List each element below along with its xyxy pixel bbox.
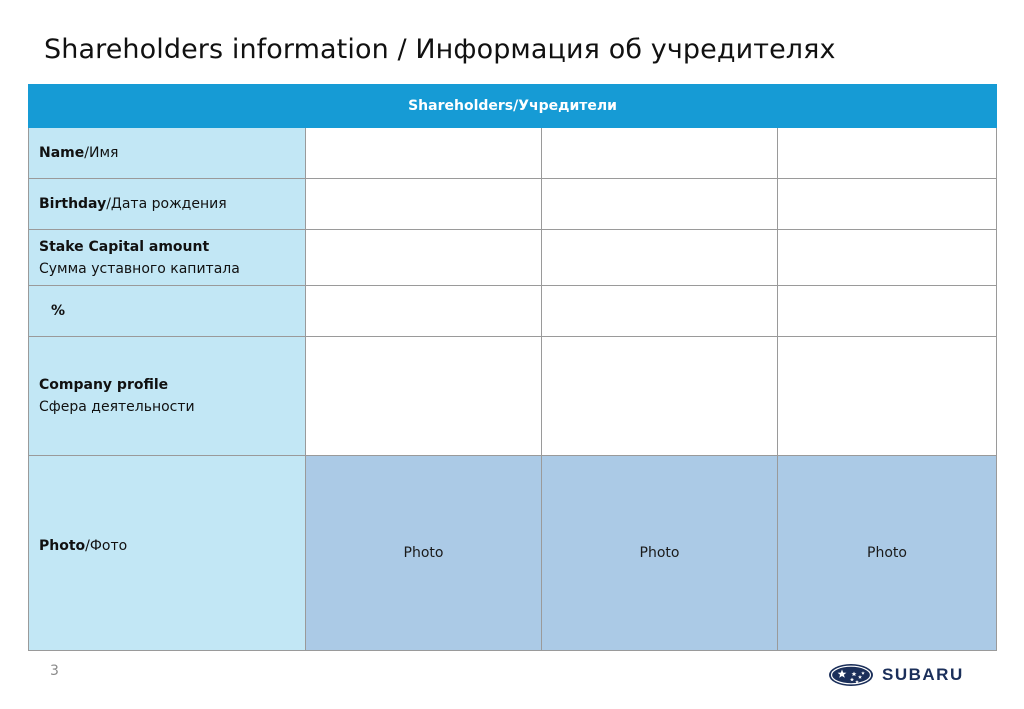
label-ru: Сумма уставного капитала [39, 260, 240, 277]
profile-cell-1[interactable] [306, 337, 542, 456]
stake-cell-2[interactable] [542, 230, 778, 286]
row-label-birthday [29, 179, 306, 230]
name-cell-1[interactable] [306, 128, 542, 179]
table-row-birthday [29, 179, 997, 230]
percent-cell-2[interactable] [542, 286, 778, 337]
photo-cell-3[interactable]: Photo [778, 456, 997, 651]
label-ru: Сфера деятельности [39, 399, 195, 415]
table-row-name [29, 128, 997, 179]
label-en: Stake Capital amount [39, 238, 210, 255]
label-ru: /Дата рождения [106, 196, 227, 212]
table-row-percent [29, 286, 997, 337]
stake-cell-1[interactable] [306, 230, 542, 286]
subaru-stars-icon [828, 663, 874, 687]
photo-cell-2[interactable]: Photo [542, 456, 778, 651]
label-en: Company profile [39, 377, 169, 393]
label-en: Photo [39, 538, 86, 554]
table-row-stake [29, 230, 997, 286]
label-en: Birthday [39, 196, 107, 212]
label-en: Name [39, 145, 85, 161]
name-cell-2[interactable] [542, 128, 778, 179]
percent-cell-3[interactable] [778, 286, 997, 337]
row-label-name [29, 128, 306, 179]
row-label-photo [29, 456, 306, 651]
subaru-logo [828, 663, 964, 687]
table-row-photo [29, 456, 997, 651]
photo-cell-1[interactable]: Photo [306, 456, 542, 651]
brand-name: SUBARU [882, 665, 964, 684]
birthday-cell-1[interactable] [306, 179, 542, 230]
profile-cell-2[interactable] [542, 337, 778, 456]
birthday-cell-2[interactable] [542, 179, 778, 230]
table-header: Shareholders/Учредители [29, 85, 997, 128]
row-label-profile [29, 337, 306, 456]
name-cell-3[interactable] [778, 128, 997, 179]
percent-cell-1[interactable] [306, 286, 542, 337]
label-ru: /Имя [84, 145, 119, 161]
shareholders-table [28, 84, 997, 651]
table-row-profile [29, 337, 997, 456]
page-number: 3 [50, 663, 59, 679]
page-title: Shareholders information / Информация об учредителях [44, 34, 836, 65]
row-label-percent: % [29, 286, 306, 337]
profile-cell-3[interactable] [778, 337, 997, 456]
birthday-cell-3[interactable] [778, 179, 997, 230]
row-label-stake [29, 230, 306, 286]
stake-cell-3[interactable] [778, 230, 997, 286]
label-ru: /Фото [85, 538, 128, 554]
